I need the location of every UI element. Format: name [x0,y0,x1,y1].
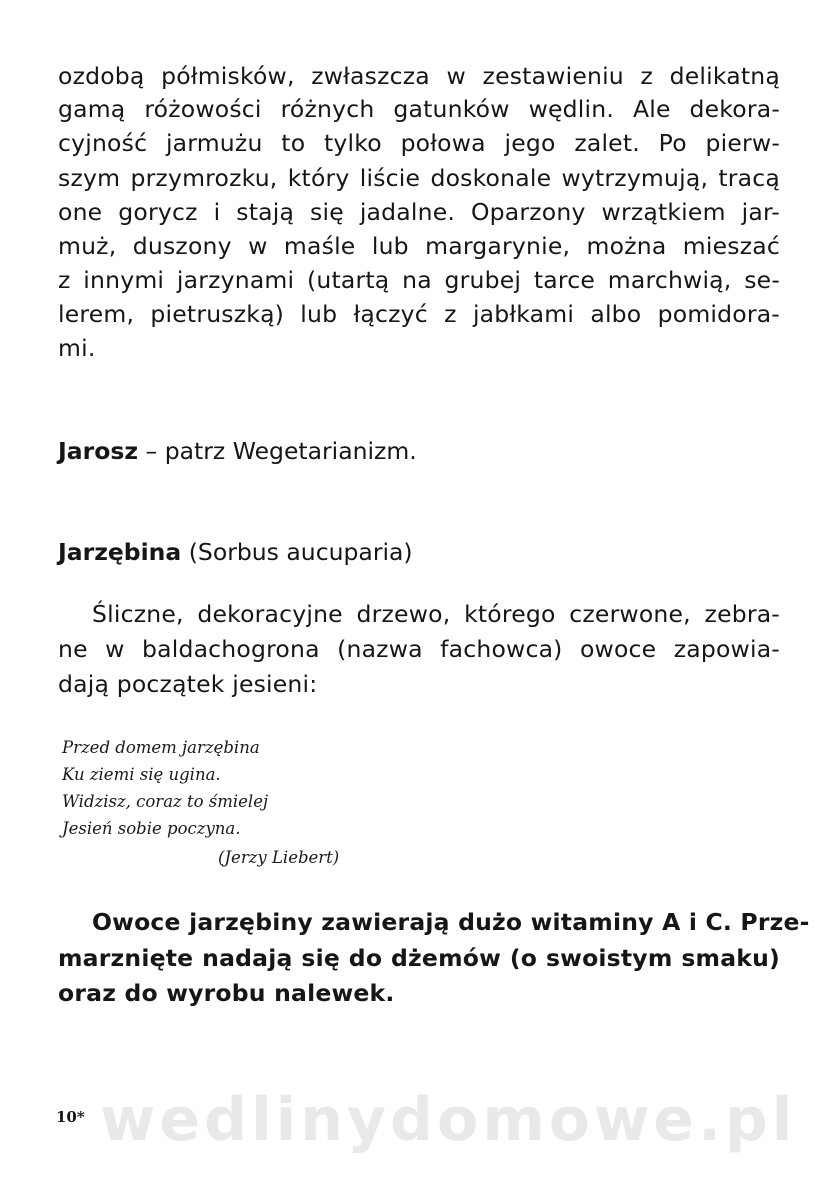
text-line: muż, duszony w maśle lub margarynie, można mieszać [58,232,780,260]
entry-term: Jarzębina [58,538,182,566]
text-line: Owoce jarzębiny zawierają dużo witaminy A i C. Prze- [92,908,810,936]
text-line: Śliczne, dekoracyjne drzewo, którego czerwone, zebra- [92,600,780,628]
text-line: oraz do wyrobu nalewek. [58,979,395,1007]
watermark: wedlinydomowe.pl [100,1085,797,1155]
poem-line: Widzisz, coraz to śmielej [62,792,269,811]
text-line: lerem, pietruszką) lub łączyć z jabłkami albo pomidora- [58,300,780,328]
entry-latin-name: (Sorbus aucuparia) [181,538,413,566]
poem-line: Przed domem jarzębina [62,738,260,757]
page-number: 10* [56,1108,85,1126]
poem-line: Jesień sobie poczyna. [62,819,241,838]
text-line: z innymi jarzynami (utartą na grubej tarce marchwią, se- [58,266,780,294]
text-line: marznięte nadają się do dżemów (o swoistym smaku) [58,944,780,972]
entry-term: Jarosz [58,437,139,465]
text-line: gamą różowości różnych gatunków wędlin. Ale dekora- [58,95,780,123]
poem-author: (Jerzy Liebert) [218,848,340,867]
text-line: cyjność jarmużu to tylko połowa jego zalet. Po pierw- [58,129,780,157]
text-line: szym przymrozku, który liście doskonale wytrzymują, tracą [58,164,780,192]
text-line: mi. [58,334,96,362]
text-line: ozdobą półmisków, zwłaszcza w zestawieniu z delikatną [58,62,780,90]
entry-text: – patrz Wegetarianizm. [138,437,417,465]
text-line: dają początek jesieni: [58,670,318,698]
entry-jarosz [58,435,417,467]
text-line: ne w baldachogrona (nazwa fachowca) owoce zapowia- [58,635,780,663]
poem-line: Ku ziemi się ugina. [62,765,221,784]
text-line: one gorycz i stają się jadalne. Oparzony wrzątkiem jar- [58,198,780,226]
entry-jarzebina-heading [58,536,413,568]
